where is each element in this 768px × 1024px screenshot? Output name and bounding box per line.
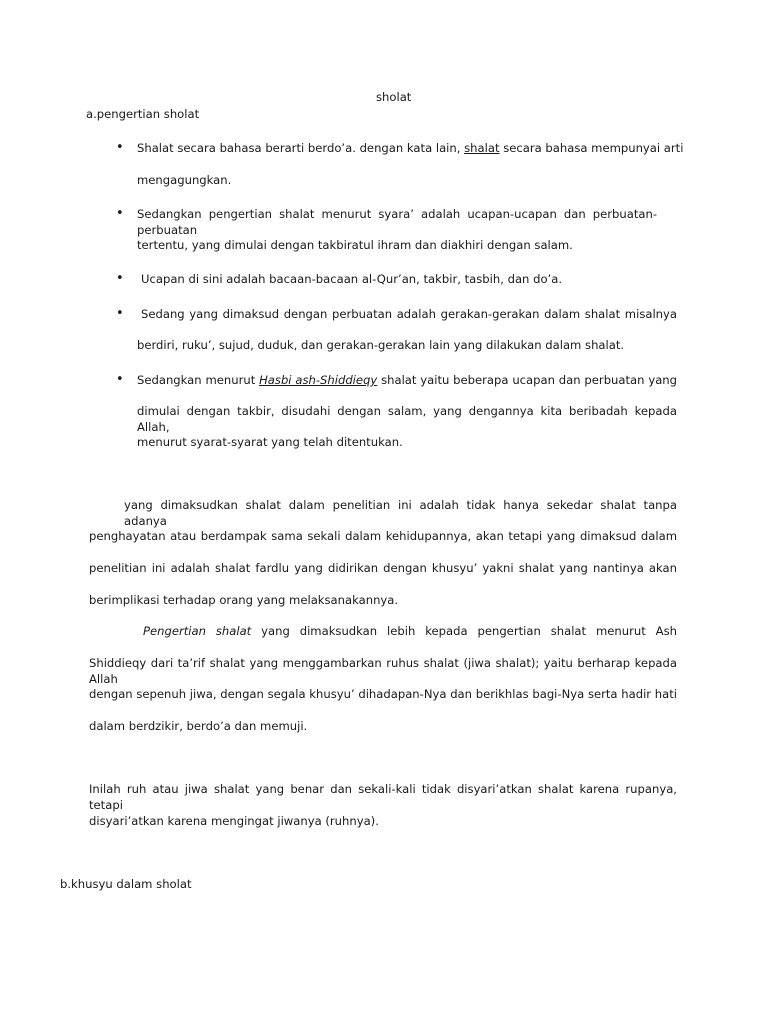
paragraph-2-line-4: dalam berdzikir, berdo’a dan memuji.	[89, 719, 308, 733]
paragraph-2-line-3: dengan sepenuh jiwa, dengan segala khusyu’ dihadapan-Nya dan berikhlas bagi-Nya serta hadir hati	[89, 687, 677, 701]
paragraph-1-line-4: berimplikasi terhadap orang yang melaksanakannya.	[89, 593, 399, 607]
paragraph-3-line-2: disyari’atkan karena mengingat jiwanya (ruhnya).	[89, 814, 379, 828]
bullet-marker: •	[116, 372, 124, 387]
pengertian-shalat-emphasis: Pengertian shalat	[143, 624, 252, 638]
paragraph-3-line-1: Inilah ruh atau jiwa shalat yang benar dan sekali-kali tidak disyari’atkan shalat karena rupanya, tetapi	[89, 782, 677, 812]
bullet-marker: •	[116, 206, 124, 221]
bullet-1-line-1: Shalat secara bahasa berarti berdo’a. dengan kata lain, shalat secara bahasa mempunyai arti	[137, 141, 684, 155]
bullet-5-line-1: Sedangkan menurut Hasbi ash-Shiddieqy shalat yaitu beberapa ucapan dan perbuatan yang	[137, 373, 677, 387]
bullet-3-line-1: Ucapan di sini adalah bacaan-bacaan al-Qur’an, takbir, tasbih, dan do’a.	[141, 272, 563, 286]
paragraph-1-line-1: yang dimaksudkan shalat dalam penelitian ini adalah tidak hanya sekedar shalat tanpa adanya	[124, 498, 677, 528]
document-title: sholat	[376, 90, 412, 104]
paragraph-1-line-3: penelitian ini adalah shalat fardlu yang didirikan dengan khusyu’ yakni shalat yang nantinya akan	[89, 561, 677, 575]
bullet-marker: •	[116, 306, 124, 321]
section-heading-a: a.pengertian sholat	[86, 107, 200, 121]
bullet-5-line-3: menurut syarat-syarat yang telah ditentukan.	[137, 435, 403, 449]
shalat-link[interactable]: shalat	[464, 141, 500, 155]
bullet-marker: •	[116, 271, 124, 286]
bullet-2-line-2: tertentu, yang dimulai dengan takbiratul ihram dan diakhiri dengan salam.	[137, 238, 573, 252]
bullet-4-line-1: Sedang yang dimaksud dengan perbuatan adalah gerakan-gerakan dalam shalat misalnya	[141, 307, 677, 321]
bullet-4-line-2: berdiri, ruku’, sujud, duduk, dan gerakan-gerakan lain yang dilakukan dalam shalat.	[137, 338, 625, 352]
paragraph-1-line-2: penghayatan atau berdampak sama sekali dalam kehidupannya, akan tetapi yang dimaksud dalam	[89, 529, 677, 543]
paragraph-2-line-1: Pengertian shalat yang dimaksudkan lebih kepada pengertian shalat menurut Ash	[143, 624, 677, 638]
section-heading-b: b.khusyu dalam sholat	[60, 877, 192, 891]
bullet-1-line-2: mengagungkan.	[137, 173, 232, 187]
paragraph-2-line-2: Shiddieqy dari ta’rif shalat yang menggambarkan ruhus shalat (jiwa shalat); yaitu berharap kepada Allah	[89, 656, 677, 686]
hasbi-ash-shiddieqy-link[interactable]: Hasbi ash-Shiddieqy	[259, 373, 378, 387]
bullet-5-line-2: dimulai dengan takbir, disudahi dengan salam, yang dengannya kita beribadah kepada Allah,	[137, 404, 677, 434]
bullet-marker: •	[116, 140, 124, 155]
bullet-2-line-1: Sedangkan pengertian shalat menurut syara’ adalah ucapan-ucapan dan perbuatan-perbuatan	[137, 207, 657, 237]
